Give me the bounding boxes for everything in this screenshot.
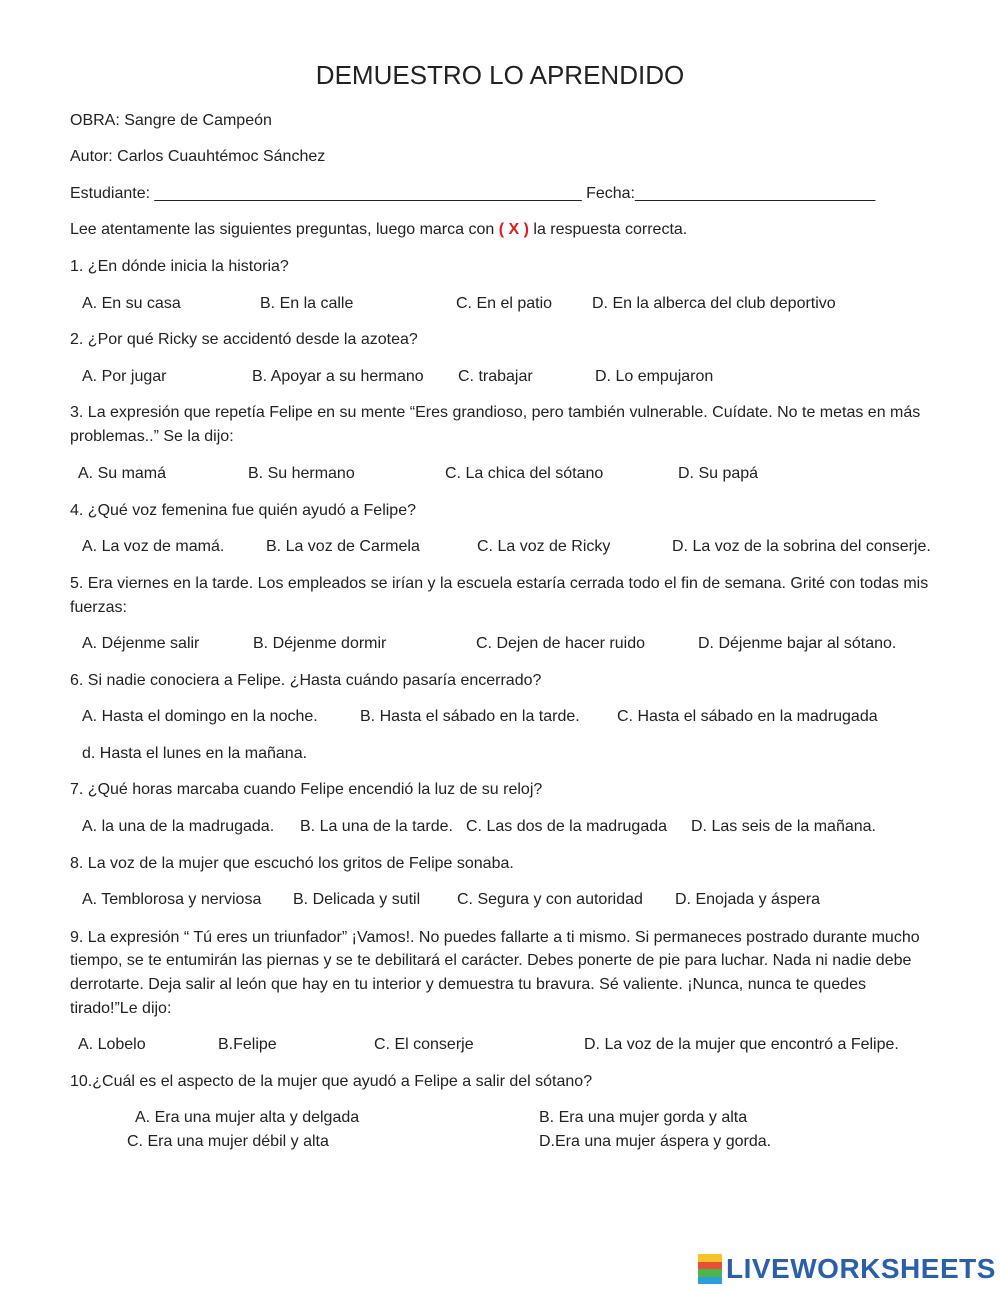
- q4-option-c[interactable]: C. La voz de Ricky: [477, 538, 611, 555]
- q2-option-d[interactable]: D. Lo empujaron: [595, 368, 714, 385]
- q5-option-d[interactable]: D. Déjenme bajar al sótano.: [698, 635, 897, 652]
- logo-stripe-4: [698, 1277, 722, 1285]
- question-9-line-2: tiempo, se te entumirán las piernas y se te debilitará el carácter. Debes ponerte de pie para luchar. Nada ni nadie debe: [70, 952, 912, 969]
- logo-stripe-1: [698, 1254, 722, 1262]
- logo-text: LIVEWORKSHEETS: [726, 1253, 996, 1284]
- q1-option-d[interactable]: D. En la alberca del club deportivo: [592, 295, 836, 312]
- q9-option-d[interactable]: D. La voz de la mujer que encontró a Felipe.: [584, 1036, 899, 1053]
- question-6: 6. Si nadie conociera a Felipe. ¿Hasta cuándo pasaría encerrado?: [70, 672, 542, 689]
- question-2: 2. ¿Por qué Ricky se accidentó desde la azotea?: [70, 331, 418, 348]
- q6-option-b[interactable]: B. Hasta el sábado en la tarde.: [360, 708, 580, 725]
- instructions: [70, 221, 687, 239]
- question-10: 10.¿Cuál es el aspecto de la mujer que ayudó a Felipe a salir del sótano?: [70, 1073, 593, 1090]
- q9-option-b[interactable]: B.Felipe: [218, 1036, 277, 1053]
- q1-option-b[interactable]: B. En la calle: [260, 295, 354, 312]
- q2-option-a[interactable]: A. Por jugar: [82, 368, 167, 385]
- question-5-line-2: fuerzas:: [70, 599, 127, 616]
- question-1: 1. ¿En dónde inicia la historia?: [70, 258, 289, 275]
- question-5-line-1: 5. Era viernes en la tarde. Los empleados se irían y la escuela estaría cerrada todo el fin de semana. Grité con todas mis: [70, 575, 929, 592]
- q6-option-c[interactable]: C. Hasta el sábado en la madrugada: [617, 708, 878, 725]
- logo-stripe-3: [698, 1269, 722, 1277]
- question-4: 4. ¿Qué voz femenina fue quién ayudó a Felipe?: [70, 502, 416, 519]
- question-7: 7. ¿Qué horas marcaba cuando Felipe encendió la luz de su reloj?: [70, 781, 543, 798]
- q9-option-a[interactable]: A. Lobelo: [78, 1036, 146, 1053]
- q4-option-d[interactable]: D. La voz de la sobrina del conserje.: [672, 538, 931, 555]
- q8-option-c[interactable]: C. Segura y con autoridad: [457, 891, 643, 908]
- q8-option-d[interactable]: D. Enojada y áspera: [675, 891, 820, 908]
- obra-line: OBRA: Sangre de Campeón: [70, 112, 272, 129]
- q3-option-c[interactable]: C. La chica del sótano: [445, 465, 604, 482]
- q7-option-b[interactable]: B. La una de la tarde.: [300, 818, 453, 835]
- q5-option-c[interactable]: C. Dejen de hacer ruido: [476, 635, 645, 652]
- page-title: DEMUESTRO LO APRENDIDO: [315, 60, 685, 90]
- q10-option-c[interactable]: C. Era una mujer débil y alta: [127, 1133, 329, 1150]
- q1-option-a[interactable]: A. En su casa: [82, 295, 181, 312]
- liveworksheets-logo[interactable]: [698, 1252, 996, 1286]
- mark-symbol: ( X ): [498, 221, 529, 238]
- question-9-line-4: tirado!”Le dijo:: [70, 1000, 172, 1017]
- question-9-line-1: 9. La expresión “ Tú eres un triunfador” ¡Vamos!. No puedes fallarte a ti mismo. Si permaneces postrado durante mucho: [70, 929, 920, 946]
- question-3-line-1: 3. La expresión que repetía Felipe en su mente “Eres grandioso, pero también vulnerable. Cuídate. No te metas en más: [70, 404, 921, 421]
- question-3-line-2: problemas..” Se la dijo:: [70, 428, 234, 445]
- q2-option-c[interactable]: C. trabajar: [458, 368, 533, 385]
- q6-option-a[interactable]: A. Hasta el domingo en la noche.: [82, 708, 318, 725]
- autor-line: Autor: Carlos Cuauhtémoc Sánchez: [70, 148, 326, 165]
- q3-option-d[interactable]: D. Su papá: [678, 465, 759, 482]
- q7-option-c[interactable]: C. Las dos de la madrugada: [466, 818, 668, 835]
- q5-option-b[interactable]: B. Déjenme dormir: [253, 635, 387, 652]
- q4-option-a[interactable]: A. La voz de mamá.: [82, 538, 225, 555]
- q8-option-a[interactable]: A. Temblorosa y nerviosa: [82, 891, 262, 908]
- logo-stripe-2: [698, 1262, 722, 1270]
- question-8: 8. La voz de la mujer que escuchó los gritos de Felipe sonaba.: [70, 855, 514, 872]
- logo-icon: [698, 1254, 722, 1284]
- instructions-post: la respuesta correcta.: [528, 221, 688, 238]
- q3-option-a[interactable]: A. Su mamá: [78, 465, 167, 482]
- q3-option-b[interactable]: B. Su hermano: [248, 465, 355, 482]
- question-9-line-3: derrotarte. Deja salir al león que hay en tu interior y demuestra tu bravura. Sé valiente. ¡Nunca, nunca te quedes: [70, 976, 867, 993]
- q7-option-d[interactable]: D. Las seis de la mañana.: [691, 818, 876, 835]
- q7-option-a[interactable]: A. la una de la madrugada.: [82, 818, 275, 835]
- q4-option-b[interactable]: B. La voz de Carmela: [266, 538, 420, 555]
- q10-option-a[interactable]: A. Era una mujer alta y delgada: [135, 1109, 360, 1126]
- q9-option-c[interactable]: C. El conserje: [374, 1036, 474, 1053]
- q1-option-c[interactable]: C. En el patio: [456, 295, 553, 312]
- q2-option-b[interactable]: B. Apoyar a su hermano: [252, 368, 424, 385]
- q10-option-b[interactable]: B. Era una mujer gorda y alta: [539, 1109, 748, 1126]
- q8-option-b[interactable]: B. Delicada y sutil: [293, 891, 421, 908]
- q5-option-a[interactable]: A. Déjenme salir: [82, 635, 200, 652]
- instructions-pre: Lee atentamente las siguientes preguntas, luego marca con: [70, 221, 499, 238]
- q6-option-d[interactable]: d. Hasta el lunes en la mañana.: [82, 745, 308, 762]
- student-date-line[interactable]: Estudiante: ________________________________________________ Fecha:___________________________: [70, 185, 876, 202]
- q10-option-d[interactable]: D.Era una mujer áspera y gorda.: [539, 1133, 772, 1150]
